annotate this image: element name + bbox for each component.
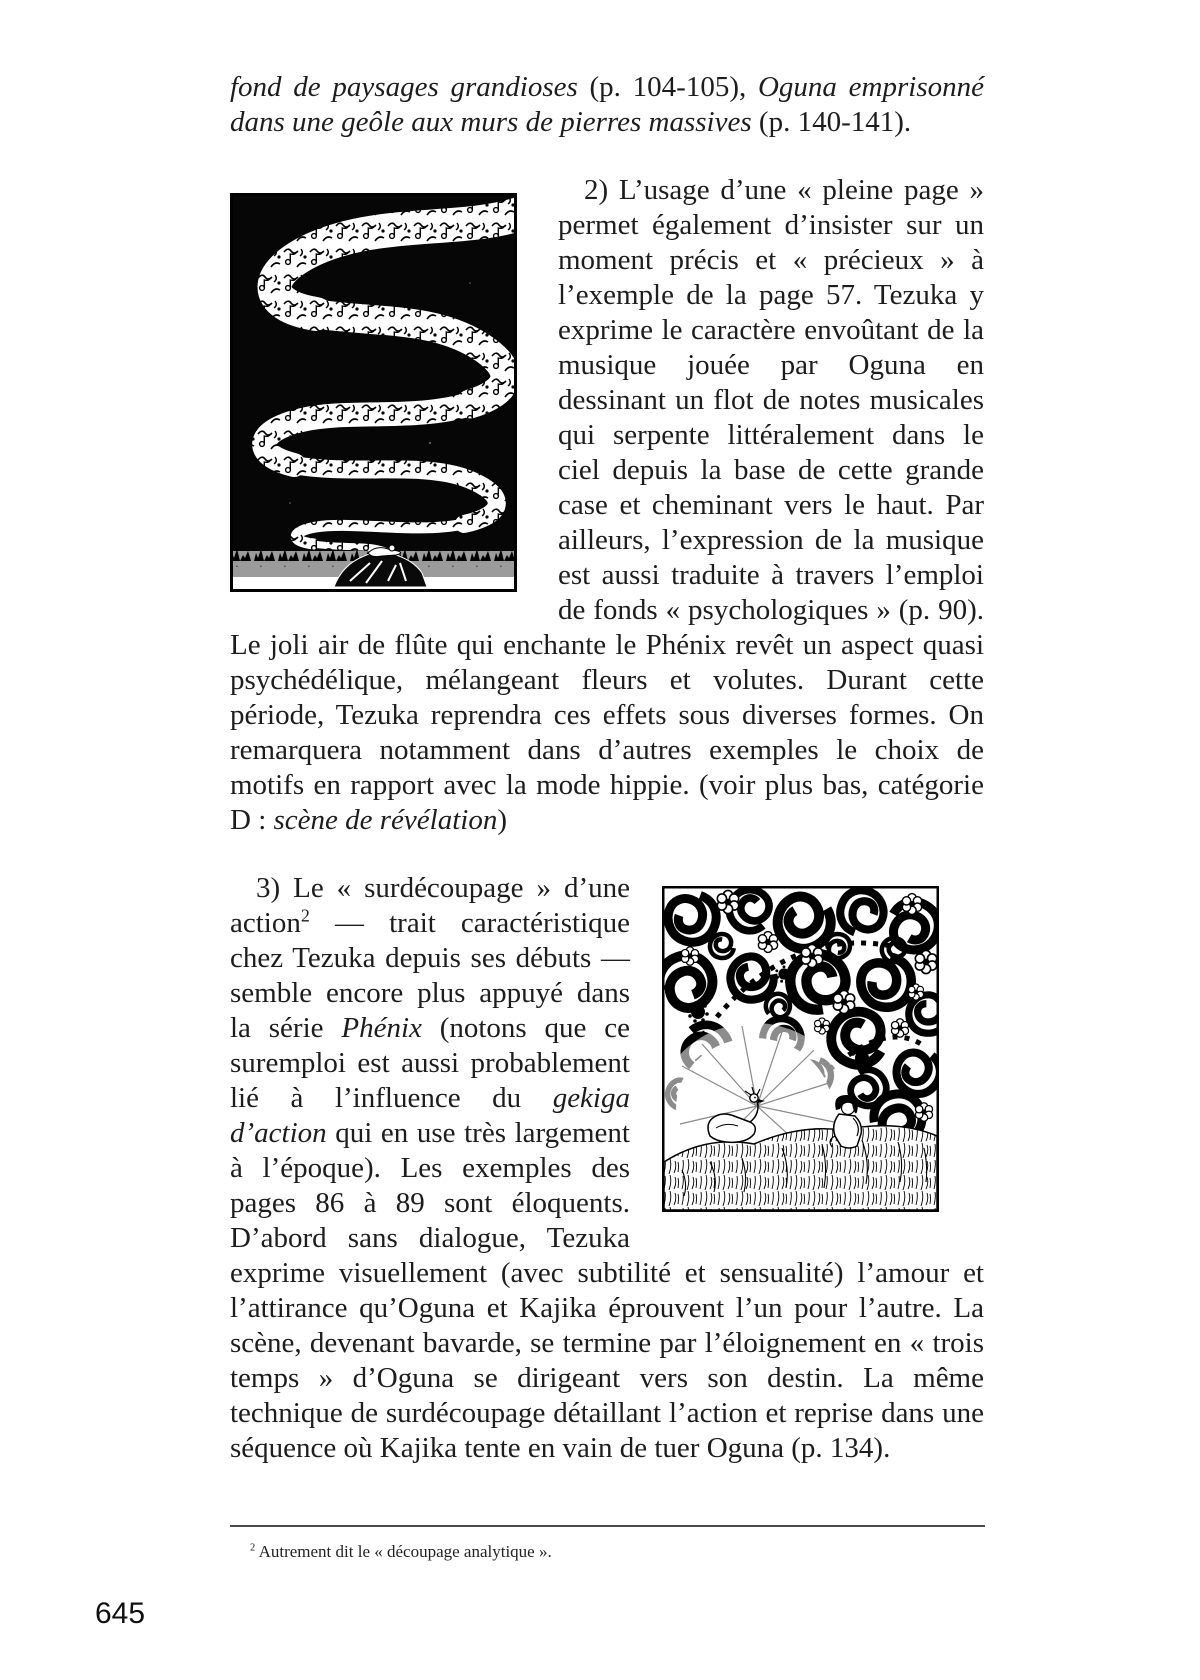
text-column: [230, 70, 984, 1466]
section-3: [230, 871, 984, 1466]
page-number: 645: [95, 1597, 146, 1630]
psychedelic-illustration: [662, 886, 939, 1212]
figure-psychedelic-panel: [662, 886, 939, 1212]
figure-music-trail-panel: [230, 193, 517, 592]
section-3-paragraph: 3) Le « surdécoupage » d’une action$^2$ — trait caractéristique chez Tezuka depuis ses débuts — semble encore plus appuyé dans la série Phénix (notons que ce suremploi est aussi probablement lié à l’influence du gekiga d’action qui en use très largement à l’époque). Les exemples des pages 86 à 89 sont éloquents. D’abord sans dialogue, Tezuka exprime visuellement (avec subtilité et sensualité) l’amour et l’attirance qu’Oguna et Kajika éprouvent l’un pour l’autre. La scène, devenant bavarde, se termine par l’éloignement en « trois temps » d’Oguna se dirigeant vers son destin. La même technique de surdécoupage détaillant l’action et reprise dans une séquence où Kajika tente en vain de tuer Oguna (p. 134).: [230, 872, 984, 1464]
section-2: [230, 173, 984, 838]
footnote: $^2$ Autrement dit le « découpage analytique ».: [250, 1542, 552, 1561]
footnote-area: [230, 1525, 985, 1563]
section-2-paragraph: 2) L’usage d’une « pleine page » permet également d’insister sur un moment précis et « précieux » à l’exemple de la page 57. Tezuka y exprime le caractère envoûtant de la musique jouée par Oguna en dessinant un flot de notes musicales qui serpente littéralement dans le ciel depuis la base de cette grande case et cheminant vers le haut. Par ailleurs, l’expression de la musique est aussi traduite à travers l’emploi de fonds « psychologiques » (p. 90). Le joli air de flûte qui enchante le Phénix revêt un aspect quasi psychédélique, mélangeant fleurs et volutes. Durant cette période, Tezuka reprendra ces effets sous diverses formes. On remarquera notamment dans d’autres exemples le choix de motifs en rapport avec la mode hippie. (voir plus bas, catégorie D : scène de révélation): [230, 174, 984, 836]
intro-paragraph: fond de paysages grandioses (p. 104-105), Oguna emprisonné dans une geôle aux murs de pierres massives (p. 140-141).: [230, 71, 984, 138]
music-trail-illustration: [230, 193, 517, 592]
